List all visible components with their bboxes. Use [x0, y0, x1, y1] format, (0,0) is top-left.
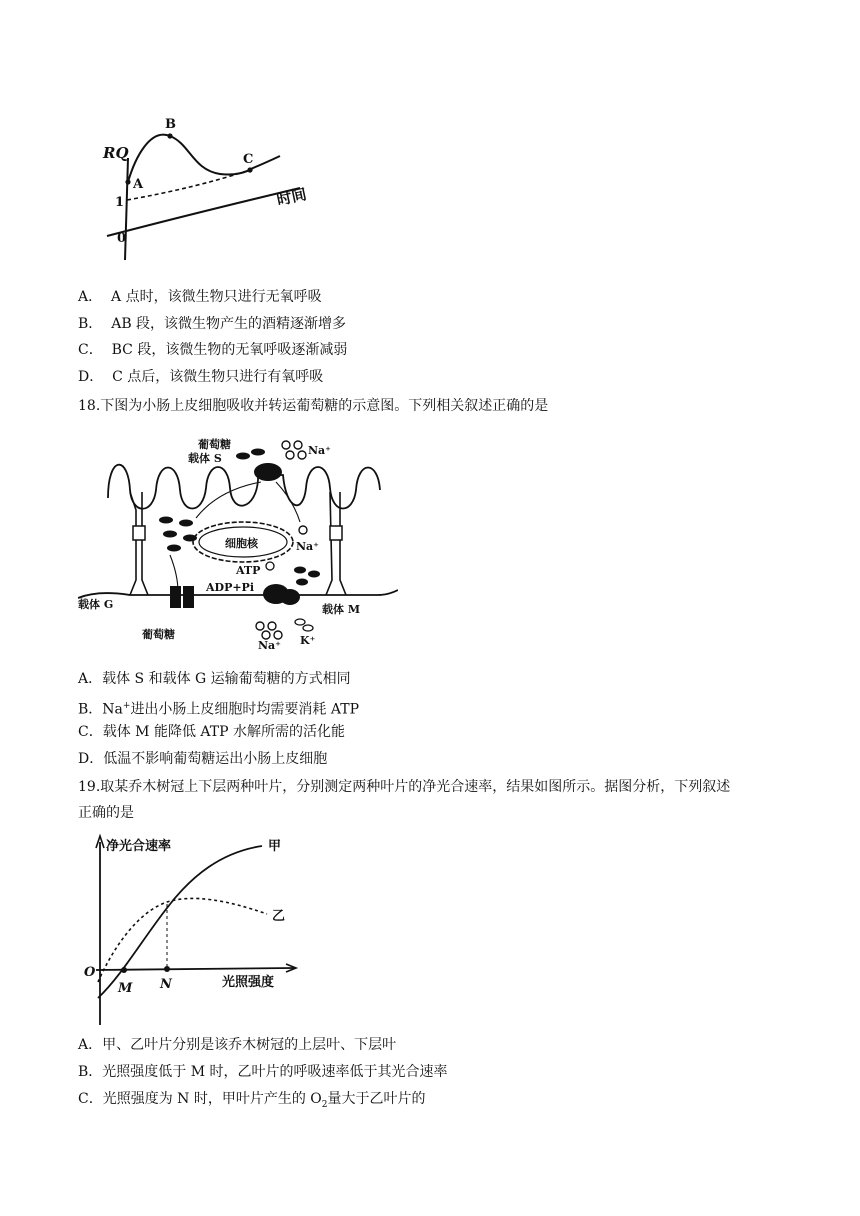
point-c-label: C	[243, 152, 254, 167]
label-n: N	[160, 977, 172, 992]
glucose-molecule	[159, 517, 173, 524]
point-n-dot	[164, 966, 170, 972]
q18-option-d: D．低温不影响葡萄糖运出小肠上皮细胞	[78, 751, 328, 767]
label-na-bottom: Na⁺	[258, 639, 281, 652]
label-adp: ADP+Pi	[206, 581, 255, 594]
na-ion	[256, 622, 264, 630]
option-text: BC 段，该微生物的无氧呼吸逐渐减弱	[111, 342, 348, 358]
label-nucleus: 细胞核	[225, 537, 258, 550]
label-m: M	[118, 981, 133, 996]
option-b-sup: +	[122, 701, 131, 711]
na-ion	[299, 526, 307, 534]
q17-option-a	[78, 287, 322, 307]
atp-molecule	[266, 562, 274, 570]
q19-option-c	[78, 1089, 426, 1115]
na-ion	[298, 451, 306, 459]
photosynthesis-figure	[82, 830, 302, 1028]
label-na-inside: Na⁺	[296, 540, 319, 553]
point-a-dot	[125, 179, 130, 184]
na-ion	[294, 441, 302, 449]
q18-option-b	[78, 696, 359, 720]
carrier-s	[254, 463, 282, 481]
label-carrier-s: 载体 S	[188, 452, 222, 465]
q17-option-c	[78, 340, 347, 360]
option-letter: A．	[78, 289, 103, 305]
left-lateral-membrane	[130, 492, 136, 595]
q18-stem: 18.下图为小肠上皮细胞吸收并转运葡萄糖的示意图。下列相关叙述正确的是	[78, 398, 549, 414]
rq-y-label: RQ	[103, 144, 129, 162]
point-m-dot	[121, 967, 127, 973]
point-b-dot	[167, 133, 172, 138]
label-origin: O	[84, 965, 96, 980]
ps-x-label: 光照强度	[222, 975, 275, 990]
glucose-molecule	[251, 449, 265, 456]
rq-time-figure	[95, 108, 320, 268]
rq-curve	[128, 135, 280, 182]
option-b-prefix: B．Na	[78, 701, 123, 718]
carrier-g	[170, 586, 181, 608]
q19-option-b: B．光照强度低于 M 时，乙叶片的呼吸速率低于其光合速率	[78, 1064, 448, 1080]
label-na-top: Na⁺	[308, 444, 331, 457]
rq-x-label: 时间	[275, 185, 309, 209]
carrier-g	[183, 586, 194, 608]
tick-one-label: 1	[115, 195, 125, 210]
q17-option-d	[78, 367, 323, 387]
q19-stem-line2: 正确的是	[78, 805, 134, 821]
q18-option-a: A．载体 S 和载体 G 运输葡萄糖的方式相同	[78, 671, 351, 687]
option-c-prefix: C．光照强度为 N 时，甲叶片产生的 O	[78, 1091, 322, 1107]
rq-x-axis	[107, 188, 300, 236]
k-ion	[308, 571, 320, 578]
na-ion	[268, 622, 276, 630]
na-ion	[262, 631, 270, 639]
point-a-label: A	[133, 177, 144, 192]
na-ion	[274, 631, 282, 639]
carrier-m	[280, 589, 300, 605]
option-letter: B．	[78, 316, 103, 332]
glucose-molecule	[183, 535, 197, 542]
option-letter: D．	[78, 369, 104, 385]
label-carrier-m: 载体 M	[322, 603, 361, 616]
label-glucose-top: 葡萄糖	[198, 438, 231, 451]
option-text: C 点后，该微生物只进行有氧呼吸	[112, 369, 324, 385]
label-yi: 乙	[272, 909, 286, 924]
q19-stem-line1: 19.取某乔木树冠上下层两种叶片，分别测定两种叶片的净光合速率，结果如图所示。据图分析，下列叙述	[78, 779, 731, 795]
option-c-sub: 2	[321, 1099, 328, 1110]
point-c-dot	[247, 167, 252, 172]
label-k: K⁺	[300, 634, 316, 647]
k-ion	[294, 567, 306, 574]
glucose-molecule	[163, 531, 177, 538]
option-b-rest: 进出小肠上皮细胞时均需要消耗 ATP	[130, 701, 359, 718]
na-entry-arrow	[276, 482, 300, 522]
right-lateral-membrane	[326, 492, 332, 595]
label-atp: ATP	[236, 564, 261, 577]
option-text: AB 段，该微生物产生的酒精逐渐增多	[111, 316, 347, 332]
label-carrier-g: 载体 G	[78, 598, 114, 611]
q18-option-c: C．载体 M 能降低 ATP 水解所需的活化能	[78, 724, 345, 740]
left-junction	[133, 526, 145, 540]
glucose-molecule	[179, 520, 193, 527]
origin-label: 0	[117, 231, 127, 246]
na-ion	[286, 451, 294, 459]
option-text: A 点时，该微生物只进行无氧呼吸	[111, 289, 322, 305]
point-b-label: B	[165, 117, 176, 132]
ps-y-label: 净光合速率	[106, 839, 172, 854]
k-ion	[296, 579, 308, 586]
k-ion	[295, 619, 305, 625]
option-c-rest: 量大于乙叶片的	[327, 1091, 426, 1107]
na-ion	[282, 441, 290, 449]
glucose-molecule	[167, 545, 181, 552]
label-glucose-bottom: 葡萄糖	[142, 628, 175, 641]
k-ion	[303, 625, 313, 631]
q17-option-b	[78, 314, 346, 334]
glucose-molecule	[236, 453, 250, 460]
right-junction	[330, 526, 342, 540]
q19-option-a: A．甲、乙叶片分别是该乔木树冠的上层叶、下层叶	[78, 1037, 397, 1053]
option-letter: C．	[78, 342, 103, 358]
intestinal-cell-figure	[78, 430, 398, 652]
label-jia: 甲	[268, 839, 282, 854]
